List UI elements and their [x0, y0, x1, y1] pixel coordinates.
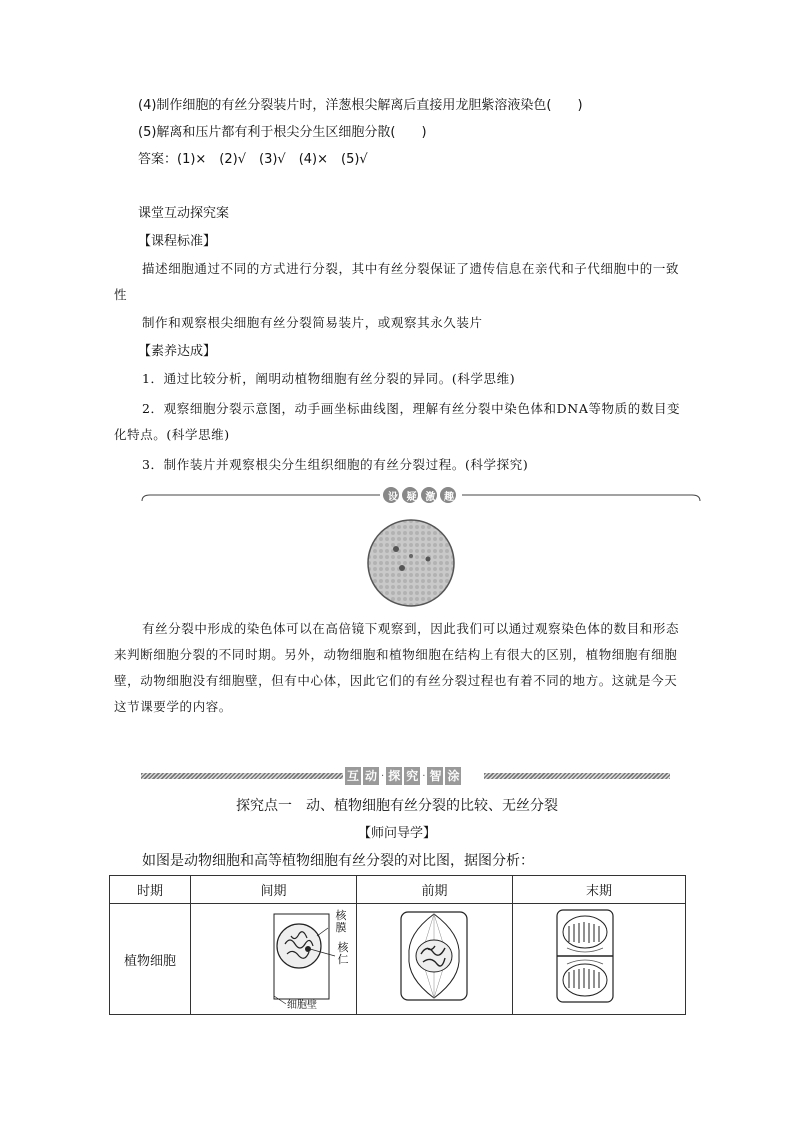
row-label-plant-cell: 植物细胞: [110, 904, 191, 1015]
explore-point-title: 探究点一 动、植物细胞有丝分裂的比较、无丝分裂: [236, 798, 558, 814]
literacy-item-1: 1．通过比较分析，阐明动植物细胞有丝分裂的异同。(科学思维): [142, 371, 516, 386]
literacy-item-3: 3．制作装片并观察根尖分生组织细胞的有丝分裂过程。(科学探究): [142, 457, 529, 472]
header-telophase: 末期: [513, 876, 686, 904]
interphase-cell: [191, 904, 357, 1015]
badge-char: 趣: [443, 492, 454, 503]
badge-char: 激: [425, 492, 436, 503]
banner-stripe-left: [141, 773, 343, 779]
header-interphase: 间期: [191, 876, 357, 904]
microscope-cell-image: [366, 518, 456, 608]
answer-line: 答案：(1)× (2)√ (3)√ (4)× (5)√: [138, 152, 368, 167]
header-prophase: 前期: [357, 876, 513, 904]
table-header-row: [110, 876, 686, 904]
intro-paragraph: 有丝分裂中形成的染色体可以在高倍镜下观察到，因此我们可以通过观察染色体的数目和形态来判断细胞分裂的不同时期。另外，动物细胞和植物细胞在结构上有很大的区别，植物细胞有细胞壁，动物细胞没有细胞壁，但有中心体，因此它们的有丝分裂过程也有着不同的地方。这就是今天这节课要学的内容。: [114, 621, 680, 714]
banner-char: 动: [365, 769, 378, 783]
literacy-heading: 【素养达成】: [138, 344, 217, 359]
header-period: 时期: [110, 876, 191, 904]
banner-stripe-right: [484, 773, 670, 779]
label-nuclear-membrane: 核膜: [335, 909, 347, 934]
standard-paragraph-1: 描述细胞通过不同的方式进行分裂，其中有丝分裂保证了遗传信息在亲代和子代细胞中的一致性: [114, 261, 680, 302]
badge-char: 疑: [406, 492, 417, 503]
banner-char: 探: [388, 769, 401, 783]
interphase-diagram: [191, 904, 356, 1014]
banner-char: 互: [347, 769, 360, 783]
table-prompt: 如图是动物细胞和高等植物细胞有丝分裂的对比图，据图分析：: [142, 853, 534, 869]
label-cell-wall: 细胞壁: [287, 1000, 317, 1011]
question-5: (5)解离和压片都有利于根尖分生区细胞分散( ): [138, 125, 427, 140]
banner-char: 智: [429, 769, 442, 783]
banner-char: 涂: [447, 769, 460, 783]
telophase-cell: [513, 904, 686, 1015]
prophase-cell: [357, 904, 513, 1015]
standard-heading: 【课程标准】: [138, 234, 217, 249]
mitosis-comparison-table: [109, 875, 686, 1015]
telophase-diagram: [513, 904, 663, 1014]
intro-badge: [383, 488, 459, 503]
explore-banner: 互 动 · 探 究 · 智 涂: [347, 769, 460, 783]
table-row: [110, 904, 686, 1015]
guide-heading: 【师问导学】: [357, 826, 436, 841]
question-4: (4)制作细胞的有丝分裂装片时，洋葱根尖解离后直接用龙胆紫溶液染色( ): [138, 98, 583, 113]
section-title: 课堂互动探究案: [138, 206, 230, 221]
prophase-diagram: [357, 904, 512, 1014]
banner-char: 究: [406, 769, 419, 783]
label-nucleolus: 核仁: [337, 941, 349, 966]
badge-char: 设: [388, 492, 398, 503]
literacy-item-2: 2．观察细胞分裂示意图，动手画坐标曲线图，理解有丝分裂中染色体和DNA等物质的数目变化特点。(科学思维): [114, 401, 681, 442]
standard-paragraph-2: 制作和观察根尖细胞有丝分裂简易装片，或观察其永久装片: [142, 315, 483, 330]
